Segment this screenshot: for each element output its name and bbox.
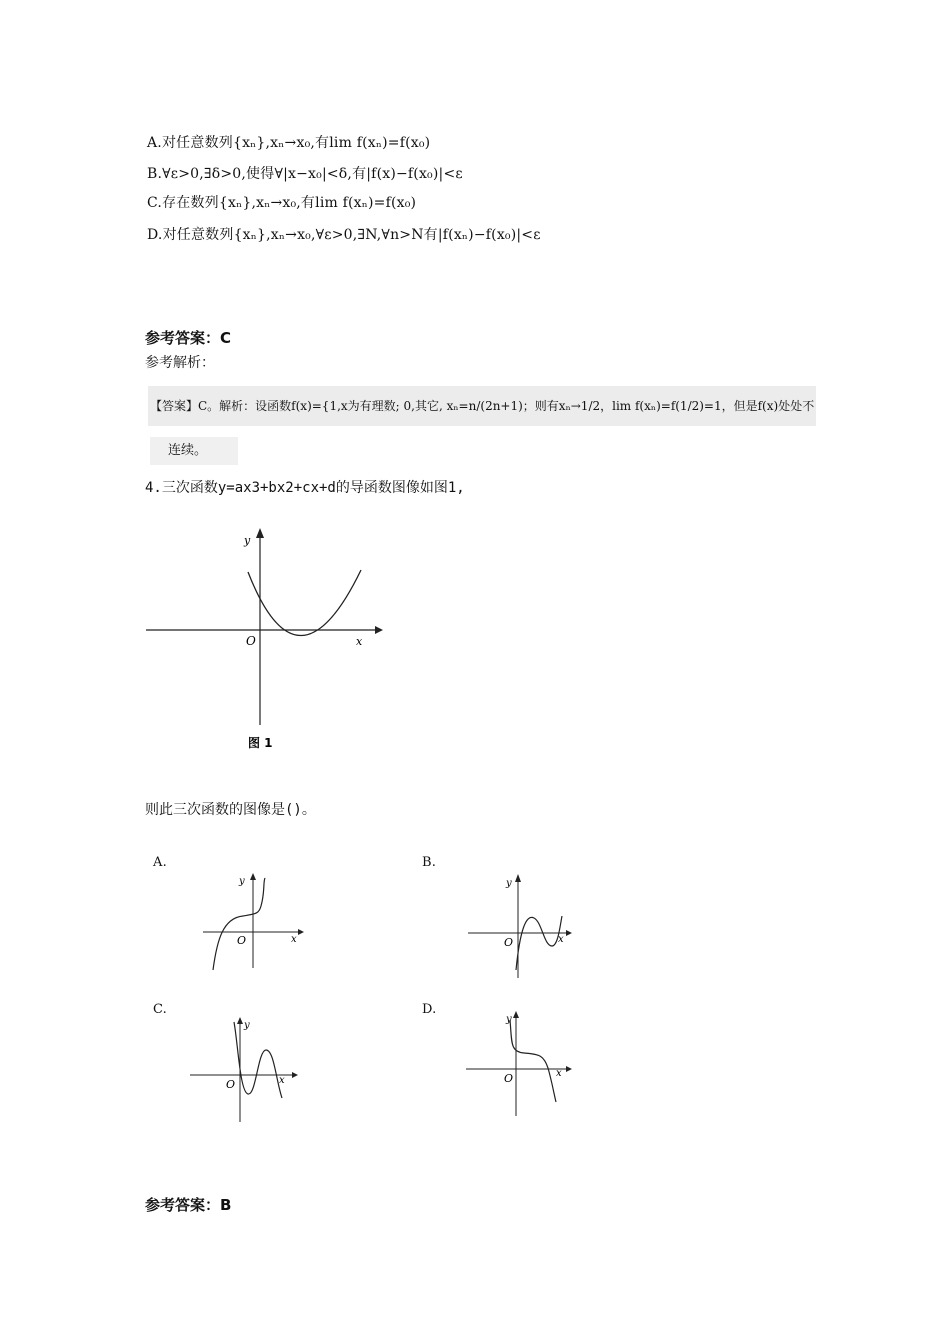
- choice-c-curve: [234, 1022, 282, 1098]
- q4-question: 4.三次函数y=ax3+bx2+cx+d的导函数图像如图1,: [145, 480, 465, 496]
- option-a-text: 对任意数列{xₙ},xₙ→x₀,有lim f(xₙ)=f(x₀): [161, 135, 431, 151]
- choice-b-curve: [516, 916, 562, 970]
- fig1-parabola: [248, 570, 361, 636]
- choice-d-origin: O: [504, 1072, 514, 1085]
- q4-prompt: 则此三次函数的图像是()。: [145, 802, 316, 818]
- choice-d-x-label: x: [556, 1068, 562, 1079]
- q3-analysis-label: 参考解析：: [145, 355, 215, 371]
- choice-a-curve: [213, 878, 265, 970]
- choice-c-letter: C.: [153, 1002, 168, 1017]
- q3-analysis-text: 【答案】C。解析：设函数f(x)={1,x为有理数; 0,其它, xₙ=n/(2n+1)；则有xₙ→1/2，lim f(xₙ)=f(1/2)=1，但是f(x)处处不: [150, 399, 815, 413]
- figure-1: [140, 520, 390, 760]
- fig1-x-label: x: [356, 635, 363, 648]
- choice-b-origin: O: [504, 936, 514, 949]
- choice-c-y-label: y: [244, 1020, 250, 1031]
- choice-b-letter: B.: [422, 855, 437, 870]
- fig1-y-label: y: [244, 534, 251, 547]
- choice-d-graph: [462, 1006, 577, 1121]
- choice-c-x-label: x: [279, 1075, 285, 1086]
- choice-b-graph: [462, 870, 577, 980]
- choice-b-x-label: x: [558, 934, 564, 945]
- choice-d-y-label: y: [506, 1014, 512, 1025]
- option-d-text: 对任意数列{xₙ},xₙ→x₀,∀ε>0,∃N,∀n>N有|f(xₙ)−f(x₀)|<ε: [162, 227, 541, 243]
- fig1-caption: 图 1: [248, 736, 273, 750]
- option-c-text: 存在数列{xₙ},xₙ→x₀,有lim f(xₙ)=f(x₀): [162, 195, 417, 211]
- option-b-text: ∀ε>0,∃δ>0,使得∀|x−x₀|<δ,有|f(x)−f(x₀)|<ε: [162, 166, 463, 182]
- choice-a-origin: O: [237, 934, 247, 947]
- option-c-letter: C.: [147, 195, 163, 211]
- q3-answer-label: 参考答案：C: [145, 329, 232, 347]
- q3-analysis-box: [148, 386, 816, 426]
- choice-d-letter: D.: [422, 1002, 437, 1017]
- option-c: [147, 192, 416, 212]
- option-b-letter: B.: [147, 166, 163, 182]
- choice-d-curve: [510, 1020, 556, 1102]
- q4-answer-label: 参考答案：B: [145, 1196, 232, 1214]
- choice-a-letter: A.: [153, 855, 167, 870]
- fig1-origin-label: O: [246, 634, 256, 648]
- choice-a-x-label: x: [291, 934, 297, 945]
- choice-c-graph: [186, 1014, 306, 1124]
- fig1-y-arrow: [256, 528, 264, 538]
- option-d: [147, 224, 541, 244]
- option-a: [147, 132, 430, 152]
- option-b: [147, 163, 463, 183]
- q3-analysis-cont: 连续。: [150, 437, 238, 465]
- choice-b-y-label: y: [506, 878, 512, 889]
- choice-a-y-label: y: [239, 876, 245, 887]
- option-a-letter: A.: [147, 135, 162, 151]
- fig1-x-arrow: [375, 626, 383, 634]
- option-d-letter: D.: [147, 227, 163, 243]
- choice-c-origin: O: [226, 1078, 236, 1091]
- choice-a-graph: [195, 870, 310, 975]
